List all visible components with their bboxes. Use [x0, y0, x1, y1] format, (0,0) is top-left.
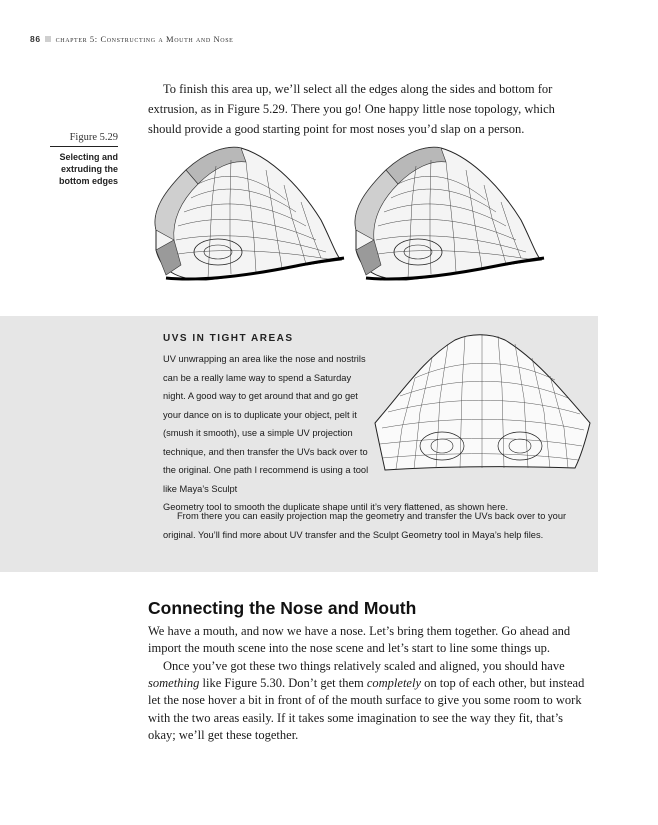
page-number: 86 — [30, 34, 41, 44]
para2-emphasis-1: something — [148, 676, 200, 691]
figure-number: Figure 5.29 — [50, 132, 118, 147]
sidebar-paragraph-2: From there you can easily projection map the geometry and transfer the UVs back over to your original. You’ll find more about UV transfer and the Sculpt Geometry tool in Maya’s help files. — [163, 511, 567, 540]
para2-emphasis-2: completely — [366, 676, 421, 691]
figure-5-29-illustration — [146, 140, 596, 292]
uv-flattened-mesh-illustration — [370, 328, 595, 476]
figure-caption-text: Selecting and extruding the bottom edges — [58, 152, 118, 186]
sidebar-title: UVS IN TIGHT AREAS — [163, 333, 294, 344]
chapter-label: chapter 5: — [55, 34, 98, 44]
sidebar-paragraph-1-narrow: UV unwrapping an area like the nose and nostrils can be a really lame way to spend a Saturday night. A good way to get around that and go get your dance on is to duplicate your object, pelt it (smush it smooth), use a simple UV projection technique, and then transfer the UVs back over to the original. One path I recommend is using a tool like Maya’s Sculpt — [163, 354, 369, 494]
intro-paragraph: To finish this area up, we’ll select all the edges along the sides and bottom for extrusion, as in Figure 5.29. There you go! One happy little nose topology, which should provide a good starting point for most noses you’d slap on a person. — [148, 82, 555, 136]
section-heading: Connecting the Nose and Mouth — [148, 598, 417, 618]
section-paragraph-2 — [148, 658, 588, 744]
decorative-square — [45, 36, 51, 42]
para2-part-b: like Figure 5.30. Don’t get them — [199, 676, 367, 691]
figure-caption — [50, 132, 118, 187]
sidebar-paragraph-1-wide: Geometry tool to smooth the duplicate shape until it’s very flattened, as shown here. — [163, 502, 509, 512]
chapter-title: Constructing a Mouth and Nose — [100, 34, 234, 44]
para2-part-a: Once you’ve got these two things relatively scaled and aligned, you should have — [163, 659, 565, 673]
para2-part-c: on top of each other, but instead let the nose hover a bit in front of of the mouth surface to give you some room to work with the two areas easily. If it takes some imagination to see the way they fit, that’s okay; we’ll get these together. — [148, 676, 585, 742]
running-head — [30, 34, 233, 44]
section-paragraph-1: We have a mouth, and now we have a nose. Let’s bring them together. Go ahead and import the mouth scene into the nose scene and let’s start to line some things up. — [148, 624, 571, 656]
